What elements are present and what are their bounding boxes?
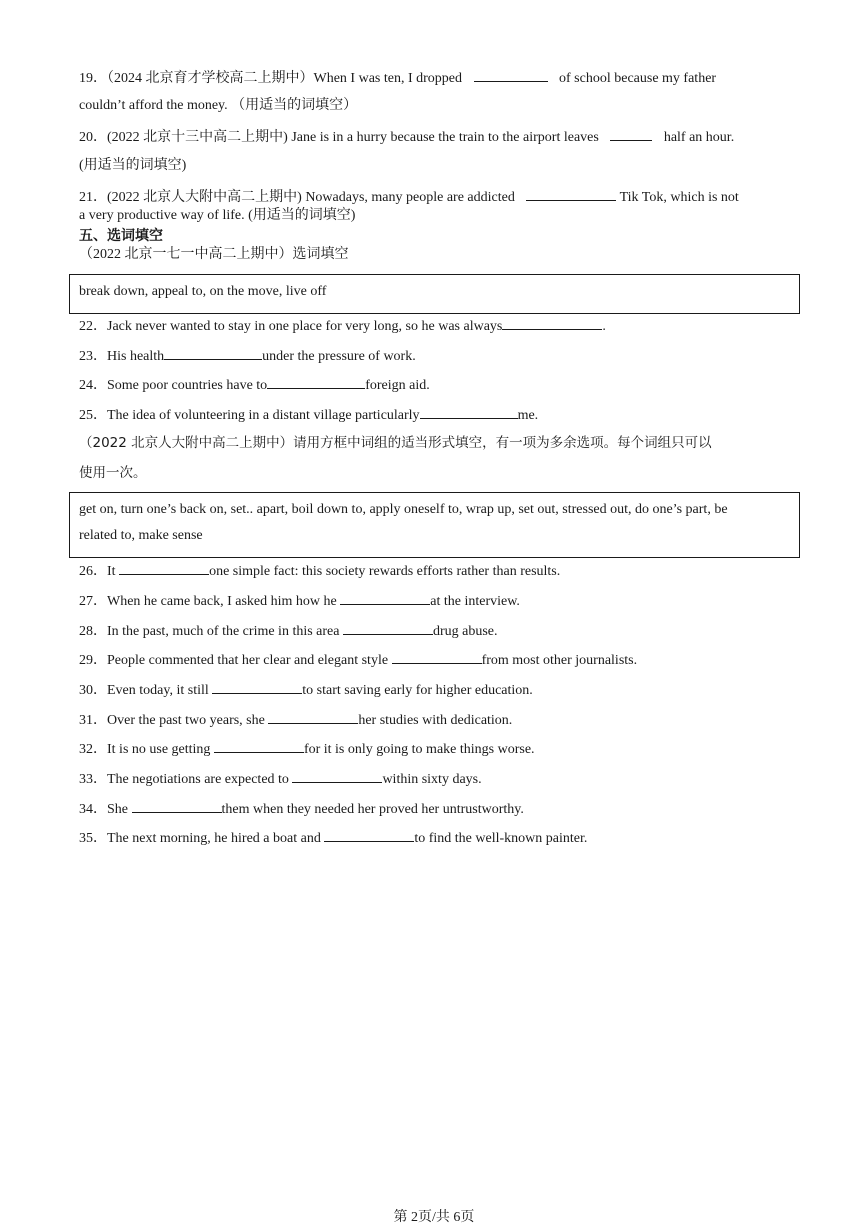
question-text: for it is only going to make things worse. [303,742,535,757]
question-text: Some poor countries have to [107,378,268,393]
question-text: within sixty days. [382,772,482,787]
question-text: The idea of volunteering in a distant village particularly [107,408,420,423]
answer-blank[interactable] [474,68,548,82]
question-26 [79,561,560,581]
question-19-cont [79,97,357,115]
question-number: 29． [79,653,107,668]
question-23 [79,346,416,366]
question-29 [79,650,637,670]
question-text: to start saving early for higher education. [302,683,533,698]
section-heading: 五、选词填空 [79,228,163,244]
question-number: 31． [79,713,107,728]
question-30 [79,680,533,700]
question-19 [79,68,716,88]
answer-blank[interactable] [392,650,482,664]
section-source-cont: 使用一次。 [79,465,147,481]
question-text: couldn’t afford the money. （用适当的词填空） [79,98,358,113]
answer-blank[interactable] [164,346,262,360]
answer-blank[interactable] [610,127,652,141]
answer-blank[interactable] [268,710,358,724]
question-number: 28． [79,624,107,639]
question-22 [79,316,606,336]
question-text: at the interview. [430,594,520,609]
question-34 [79,799,524,819]
question-21-cont [79,207,355,225]
answer-blank[interactable] [292,769,382,783]
question-text: His health [107,349,165,364]
question-text: (用适当的词填空) [79,158,187,173]
question-text: her studies with dedication. [358,713,513,728]
word-box-text: break down, appeal to, on the move, live off [79,284,327,299]
word-box-text: related to, make sense [79,528,203,543]
question-24 [79,375,430,395]
answer-blank[interactable] [502,316,602,330]
question-text: Even today, it still [107,683,213,698]
question-number: 32． [79,742,107,757]
question-text: The next morning, he hired a boat and [107,831,325,846]
question-text: of school because my father [559,71,717,86]
answer-blank[interactable] [212,680,302,694]
question-27 [79,591,520,611]
answer-blank[interactable] [340,591,430,605]
answer-blank[interactable] [119,561,209,575]
question-28 [79,621,498,641]
answer-blank[interactable] [343,621,433,635]
question-number: 33． [79,772,107,787]
question-number: 26． [79,564,107,579]
question-32 [79,739,535,759]
answer-blank[interactable] [267,375,365,389]
question-text: Over the past two years, she [107,713,269,728]
word-box [69,274,800,314]
page-number: 第 2页/共 6页 [393,1210,475,1225]
section-source: （2022 北京一七一中高二上期中）选词填空 [79,247,349,262]
word-box [69,492,800,558]
question-text: Tik Tok, which is not [619,190,739,205]
question-number: 22． [79,319,107,334]
question-number: 27． [79,594,107,609]
question-number: 23． [79,349,107,364]
question-text: 19．（2024 北京育才学校高二上期中）When I was ten, I dropped [79,71,463,86]
question-20-cont [79,157,186,175]
question-25 [79,405,538,425]
question-text: . [602,319,606,334]
question-text: them when they needed her proved her untrustworthy. [221,802,524,817]
question-35 [79,828,587,848]
word-box-text: get on, turn one’s back on, set.. apart, boil down to, apply oneself to, wrap up, set out, stressed out, do one’s part, be [79,502,728,517]
question-number: 30． [79,683,107,698]
question-21 [79,187,739,207]
question-text: 21．(2022 北京人大附中高二上期中) Nowadays, many people are addicted [79,190,515,205]
question-text: Jack never wanted to stay in one place for very long, so he was always [107,319,503,334]
answer-blank[interactable] [420,405,518,419]
question-number: 25． [79,408,107,423]
question-text: drug abuse. [432,624,498,639]
question-text: When he came back, I asked him how he [107,594,341,609]
question-number: 24． [79,378,107,393]
answer-blank[interactable] [132,799,222,813]
question-text: It is no use getting [107,742,214,757]
answer-blank[interactable] [214,739,304,753]
question-number: 34． [79,802,107,817]
answer-blank[interactable] [324,828,414,842]
question-text: 20．(2022 北京十三中高二上期中) Jane is in a hurry because the train to the airport leaves [79,130,599,145]
question-text: from most other journalists. [481,653,638,668]
section-source: （2022 北京人大附中高二上期中）请用方框中词组的适当形式填空，有一项为多余选项。每个词组只可以 [79,435,712,451]
question-text: In the past, much of the crime in this area [107,624,343,639]
question-text: under the pressure of work. [262,349,416,364]
question-text: to find the well-known painter. [414,831,588,846]
question-text: People commented that her clear and elegant style [107,653,392,668]
question-text: one simple fact: this society rewards efforts rather than results. [209,564,561,579]
question-text: me. [517,408,539,423]
question-text: The negotiations are expected to [107,772,293,787]
answer-blank[interactable] [526,187,616,201]
question-number: 35． [79,831,107,846]
question-text: She [107,802,132,817]
question-text: It [107,564,120,579]
question-31 [79,710,512,730]
question-33 [79,769,482,789]
question-text: half an hour. [663,130,735,145]
question-text: a very productive way of life. (用适当的词填空) [79,208,356,223]
question-20 [79,127,734,147]
question-text: foreign aid. [365,378,430,393]
